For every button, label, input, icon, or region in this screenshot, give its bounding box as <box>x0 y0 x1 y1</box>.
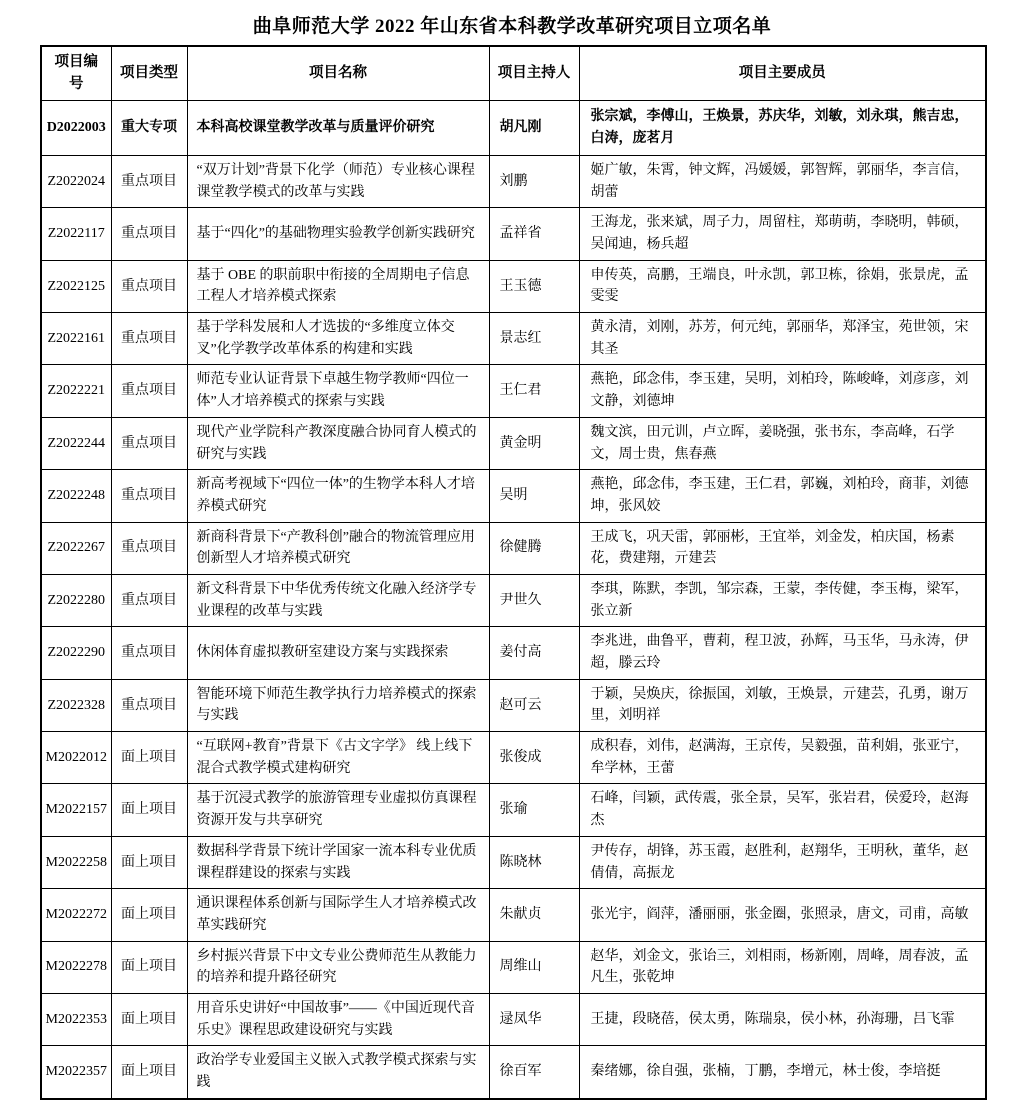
project-name-cell: 新商科背景下“产教科创”融合的物流管理应用创新型人才培养模式研究 <box>187 522 489 574</box>
project-members-cell: 李兆进，曲鲁平，曹莉，程卫波，孙辉，马玉华，马永涛，伊超，滕云玲 <box>579 627 986 679</box>
project-type-cell: 面上项目 <box>111 889 187 941</box>
project-type-cell: 重点项目 <box>111 522 187 574</box>
column-header: 项目名称 <box>187 46 489 100</box>
project-type-cell: 重点项目 <box>111 155 187 207</box>
project-type-cell: 重点项目 <box>111 470 187 522</box>
project-name-cell: 通识课程体系创新与国际学生人才培养模式改革实践研究 <box>187 889 489 941</box>
project-id-cell: Z2022290 <box>41 627 111 679</box>
project-members-cell: 黄永清，刘刚，苏芳，何元纯，郭丽华，郑泽宝，苑世领，宋其圣 <box>579 313 986 365</box>
project-type-cell: 面上项目 <box>111 1046 187 1099</box>
project-id-cell: M2022012 <box>41 732 111 784</box>
project-id-cell: M2022258 <box>41 836 111 888</box>
project-leader-cell: 周维山 <box>489 941 579 993</box>
project-name-cell: 休闲体育虚拟教研室建设方案与实践探索 <box>187 627 489 679</box>
project-leader-cell: 朱献贞 <box>489 889 579 941</box>
project-leader-cell: 逯凤华 <box>489 993 579 1045</box>
project-type-cell: 重点项目 <box>111 574 187 626</box>
project-id-cell: Z2022328 <box>41 679 111 731</box>
project-name-cell: 现代产业学院科产教深度融合协同育人模式的研究与实践 <box>187 417 489 469</box>
project-leader-cell: 刘鹏 <box>489 155 579 207</box>
project-type-cell: 面上项目 <box>111 836 187 888</box>
project-leader-cell: 赵可云 <box>489 679 579 731</box>
table-row <box>41 993 986 1045</box>
project-name-cell: “互联网+教育”背景下《古文字学》 线上线下混合式教学模式建构研究 <box>187 732 489 784</box>
project-leader-cell: 张俊成 <box>489 732 579 784</box>
project-id-cell: M2022272 <box>41 889 111 941</box>
project-leader-cell: 孟祥省 <box>489 208 579 260</box>
table-row <box>41 313 986 365</box>
project-name-cell: 数据科学背景下统计学国家一流本科专业优质课程群建设的探索与实践 <box>187 836 489 888</box>
table-row <box>41 470 986 522</box>
page-title: 曲阜师范大学 2022 年山东省本科教学改革研究项目立项名单 <box>252 16 772 37</box>
project-members-cell: 燕艳，邱念伟，李玉建，吴明，刘柏玲，陈峻峰，刘彦彦，刘文静，刘德坤 <box>579 365 986 417</box>
project-name-cell: “双万计划”背景下化学（师范）专业核心课程课堂教学模式的改革与实践 <box>187 155 489 207</box>
project-id-cell: M2022357 <box>41 1046 111 1099</box>
table-row <box>41 260 986 312</box>
project-name-cell: 政治学专业爱国主义嵌入式教学模式探索与实践 <box>187 1046 489 1099</box>
project-id-cell: M2022278 <box>41 941 111 993</box>
project-type-cell: 重点项目 <box>111 365 187 417</box>
project-name-cell: 师范专业认证背景下卓越生物学教师“四位一体”人才培养模式的探索与实践 <box>187 365 489 417</box>
column-header: 项目主要成员 <box>579 46 986 100</box>
table-row <box>41 784 986 836</box>
project-members-cell: 石峰，闫颖，武传震，张全景，吴军，张岩君，侯爱玲，赵海杰 <box>579 784 986 836</box>
project-members-cell: 赵华，刘金文，张诒三，刘相雨，杨新刚，周峰，周春波，孟凡生，张乾坤 <box>579 941 986 993</box>
project-type-cell: 面上项目 <box>111 993 187 1045</box>
project-name-cell: 用音乐史讲好“中国故事”——《中国近现代音乐史》课程思政建设研究与实践 <box>187 993 489 1045</box>
project-members-cell: 秦绪娜，徐自强，张楠，丁鹏，李增元，林士俊，李培挺 <box>579 1046 986 1099</box>
project-leader-cell: 姜付高 <box>489 627 579 679</box>
project-type-cell: 面上项目 <box>111 941 187 993</box>
table-row <box>41 732 986 784</box>
project-name-cell: 新文科背景下中华优秀传统文化融入经济学专业课程的改革与实践 <box>187 574 489 626</box>
projects-table <box>40 45 987 1100</box>
project-members-cell: 成积春，刘伟，赵满海，王京传，吴毅强，苗利娟，张亚宁，牟学林，王蕾 <box>579 732 986 784</box>
project-leader-cell: 黄金明 <box>489 417 579 469</box>
project-name-cell: 基于学科发展和人才选拔的“多维度立体交叉”化学教学改革体系的构建和实践 <box>187 313 489 365</box>
project-id-cell: M2022157 <box>41 784 111 836</box>
table-row <box>41 627 986 679</box>
column-header: 项目主持人 <box>489 46 579 100</box>
project-members-cell: 申传英，高鹏，王端良，叶永凯，郭卫栋，徐娟，张景虎，孟雯雯 <box>579 260 986 312</box>
project-type-cell: 重点项目 <box>111 208 187 260</box>
table-row <box>41 574 986 626</box>
project-id-cell: Z2022267 <box>41 522 111 574</box>
project-members-cell: 于颖，吴焕庆，徐振国，刘敏，王焕景，亓建芸，孔勇，谢万里，刘明祥 <box>579 679 986 731</box>
project-type-cell: 重点项目 <box>111 313 187 365</box>
table-row <box>41 208 986 260</box>
project-name-cell: 智能环境下师范生教学执行力培养模式的探索与实践 <box>187 679 489 731</box>
project-members-cell: 魏文滨，田元训，卢立晖，姜晓强，张书东，李高峰，石学文，周士贵，焦春燕 <box>579 417 986 469</box>
project-members-cell: 姬广敏，朱霄，钟文辉，冯媛媛，郭智辉，郭丽华，李言信，胡蕾 <box>579 155 986 207</box>
project-leader-cell: 徐百军 <box>489 1046 579 1099</box>
project-id-cell: Z2022125 <box>41 260 111 312</box>
project-id-cell: D2022003 <box>41 100 111 155</box>
project-id-cell: Z2022221 <box>41 365 111 417</box>
project-leader-cell: 王仁君 <box>489 365 579 417</box>
project-leader-cell: 尹世久 <box>489 574 579 626</box>
project-id-cell: M2022353 <box>41 993 111 1045</box>
table-row <box>41 100 986 155</box>
table-row <box>41 417 986 469</box>
table-row <box>41 941 986 993</box>
project-leader-cell: 陈晓林 <box>489 836 579 888</box>
table-header <box>41 46 986 100</box>
project-name-cell: 新高考视域下“四位一体”的生物学本科人才培养模式研究 <box>187 470 489 522</box>
project-type-cell: 重点项目 <box>111 417 187 469</box>
project-type-cell: 重大专项 <box>111 100 187 155</box>
project-members-cell: 李琪，陈默，李凯，邹宗森，王蒙，李传健，李玉梅，梁军，张立新 <box>579 574 986 626</box>
project-members-cell: 王成飞，巩天雷，郭丽彬，王宜举，刘金发，柏庆国，杨素花，费建翔，亓建芸 <box>579 522 986 574</box>
project-leader-cell: 景志红 <box>489 313 579 365</box>
column-header: 项目编号 <box>41 46 111 100</box>
table-row <box>41 155 986 207</box>
project-leader-cell: 张瑜 <box>489 784 579 836</box>
column-header: 项目类型 <box>111 46 187 100</box>
project-type-cell: 面上项目 <box>111 732 187 784</box>
project-type-cell: 重点项目 <box>111 679 187 731</box>
table-row <box>41 1046 986 1099</box>
table-row <box>41 836 986 888</box>
project-type-cell: 重点项目 <box>111 260 187 312</box>
project-id-cell: Z2022161 <box>41 313 111 365</box>
table-row <box>41 522 986 574</box>
project-members-cell: 尹传存，胡锋，苏玉霞，赵胜利，赵翔华，王明秋，董华，赵倩倩，高振龙 <box>579 836 986 888</box>
project-members-cell: 王海龙，张来斌，周子力，周留柱，郑萌萌，李晓明，韩硕，吴闻迪，杨兵超 <box>579 208 986 260</box>
table-row <box>41 889 986 941</box>
project-members-cell: 王捷，段晓蓓，侯太勇，陈瑞泉，侯小林，孙海珊，吕飞霏 <box>579 993 986 1045</box>
project-type-cell: 重点项目 <box>111 627 187 679</box>
project-leader-cell: 王玉德 <box>489 260 579 312</box>
project-name-cell: 本科高校课堂教学改革与质量评价研究 <box>187 100 489 155</box>
project-name-cell: 乡村振兴背景下中文专业公费师范生从教能力的培养和提升路径研究 <box>187 941 489 993</box>
project-members-cell: 燕艳，邱念伟，李玉建，王仁君，郭巍，刘柏玲，商菲，刘德坤，张风姣 <box>579 470 986 522</box>
project-members-cell: 张宗斌，李傅山，王焕景，苏庆华，刘敏，刘永琪，熊吉忠，白涛，庞茗月 <box>579 100 986 155</box>
project-id-cell: Z2022280 <box>41 574 111 626</box>
table-row <box>41 365 986 417</box>
project-id-cell: Z2022024 <box>41 155 111 207</box>
project-id-cell: Z2022117 <box>41 208 111 260</box>
project-leader-cell: 徐健腾 <box>489 522 579 574</box>
project-type-cell: 面上项目 <box>111 784 187 836</box>
project-leader-cell: 胡凡刚 <box>489 100 579 155</box>
project-id-cell: Z2022248 <box>41 470 111 522</box>
project-leader-cell: 吴明 <box>489 470 579 522</box>
project-name-cell: 基于“四化”的基础物理实验教学创新实践研究 <box>187 208 489 260</box>
table-row <box>41 679 986 731</box>
project-members-cell: 张光宇，阎萍，潘丽丽，张金圈，张照录，唐文，司甫，高敏 <box>579 889 986 941</box>
project-name-cell: 基于沉浸式教学的旅游管理专业虚拟仿真课程资源开发与共享研究 <box>187 784 489 836</box>
project-name-cell: 基于 OBE 的职前职中衔接的全周期电子信息工程人才培养模式探索 <box>187 260 489 312</box>
project-id-cell: Z2022244 <box>41 417 111 469</box>
